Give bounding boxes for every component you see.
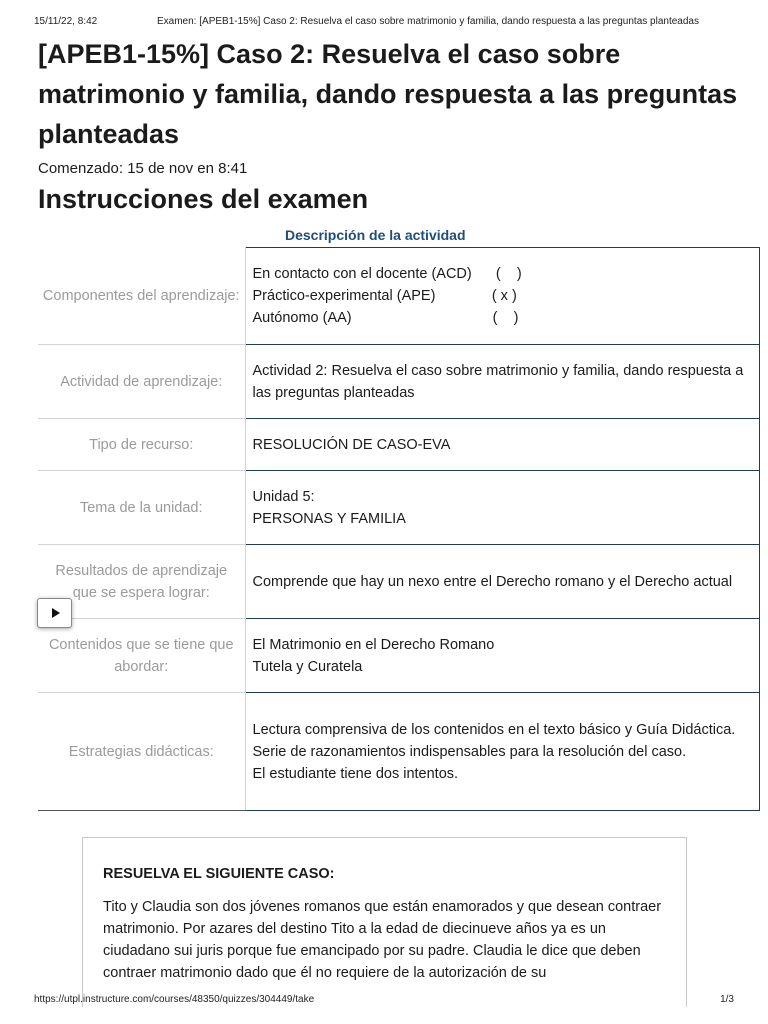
table-row (38, 471, 760, 545)
page-title: [APEB1-15%] Caso 2: Resuelva el caso sobre matrimonio y familia, dando respuesta a las preguntas planteadas (38, 39, 738, 149)
row-label: Actividad de aprendizaje: (38, 345, 245, 419)
table-row (38, 419, 760, 471)
table-row (38, 248, 760, 345)
row-text: Comprende que hay un nexo entre el Derecho romano y el Derecho actual (252, 573, 733, 590)
instructions-heading: Instrucciones del examen (38, 184, 369, 214)
case-heading: RESUELVA EL SIGUIENTE CASO: (103, 866, 335, 882)
activity-description-heading: Descripción de la actividad (285, 227, 466, 243)
play-button[interactable] (37, 598, 72, 628)
activity-description-table (38, 247, 760, 811)
row-label: Contenidos que se tiene que abordar: (38, 619, 245, 693)
row-value (245, 471, 760, 545)
print-page-number: 1/3 (720, 994, 734, 1005)
case-box (82, 837, 687, 1007)
table-row (38, 619, 760, 693)
row-value (245, 345, 760, 419)
component-ape: Práctico-experimental (APE) ( x ) (252, 288, 517, 304)
row-text: Unidad 5: (252, 488, 315, 505)
row-label: Componentes del aprendizaje: (38, 248, 245, 345)
row-value (245, 248, 760, 345)
row-value (245, 619, 760, 693)
row-text: RESOLUCIÓN DE CASO-EVA (252, 436, 451, 453)
row-text: Lectura comprensiva de los contenidos en el texto básico y Guía Didáctica. (252, 721, 736, 738)
row-value (245, 419, 760, 471)
print-footer (34, 994, 734, 1008)
row-label: Estrategias didácticas: (38, 693, 245, 811)
print-url: https://utpl.instructure.com/courses/48350/quizzes/304449/take (34, 994, 315, 1005)
print-header (34, 16, 734, 30)
row-text: El estudiante tiene dos intentos. (252, 765, 459, 782)
row-text: El Matrimonio en el Derecho Romano (252, 636, 495, 653)
print-page-title: Examen: [APEB1-15%] Caso 2: Resuelva el caso sobre matrimonio y familia, dando respuesta a las preguntas planteadas (157, 16, 699, 27)
row-label: Tema de la unidad: (38, 471, 245, 545)
table-row (38, 345, 760, 419)
case-text: Tito y Claudia son dos jóvenes romanos que están enamorados y que desean contraer matrimonio. Por azares del destino Tito a la edad de diecinueve años ya es un ciudadano sui juris porque fue emancipado por su padre. Claudia le dice que deben contraer matrimonio dado que él no requiere de la autorización de su (103, 899, 662, 981)
component-acd: En contacto con el docente (ACD) ( ) (252, 266, 522, 282)
print-datetime: 15/11/22, 8:42 (34, 16, 98, 27)
row-text: Actividad 2: Resuelva el caso sobre matrimonio y familia, dando respuesta a las preguntas planteadas (252, 362, 744, 401)
row-value (245, 545, 760, 619)
row-label: Resultados de aprendizaje que se espera lograr: (38, 545, 245, 619)
play-icon (52, 608, 60, 618)
row-text: Tutela y Curatela (252, 658, 363, 675)
row-text: PERSONAS Y FAMILIA (252, 510, 406, 527)
component-aa: Autónomo (AA) ( ) (252, 310, 519, 326)
row-label: Tipo de recurso: (38, 419, 245, 471)
row-value (245, 693, 760, 811)
table-row (38, 693, 760, 811)
row-text: Serie de razonamientos indispensables para la resolución del caso. (252, 743, 687, 760)
table-row (38, 545, 760, 619)
started-time: Comenzado: 15 de nov en 8:41 (38, 160, 248, 177)
